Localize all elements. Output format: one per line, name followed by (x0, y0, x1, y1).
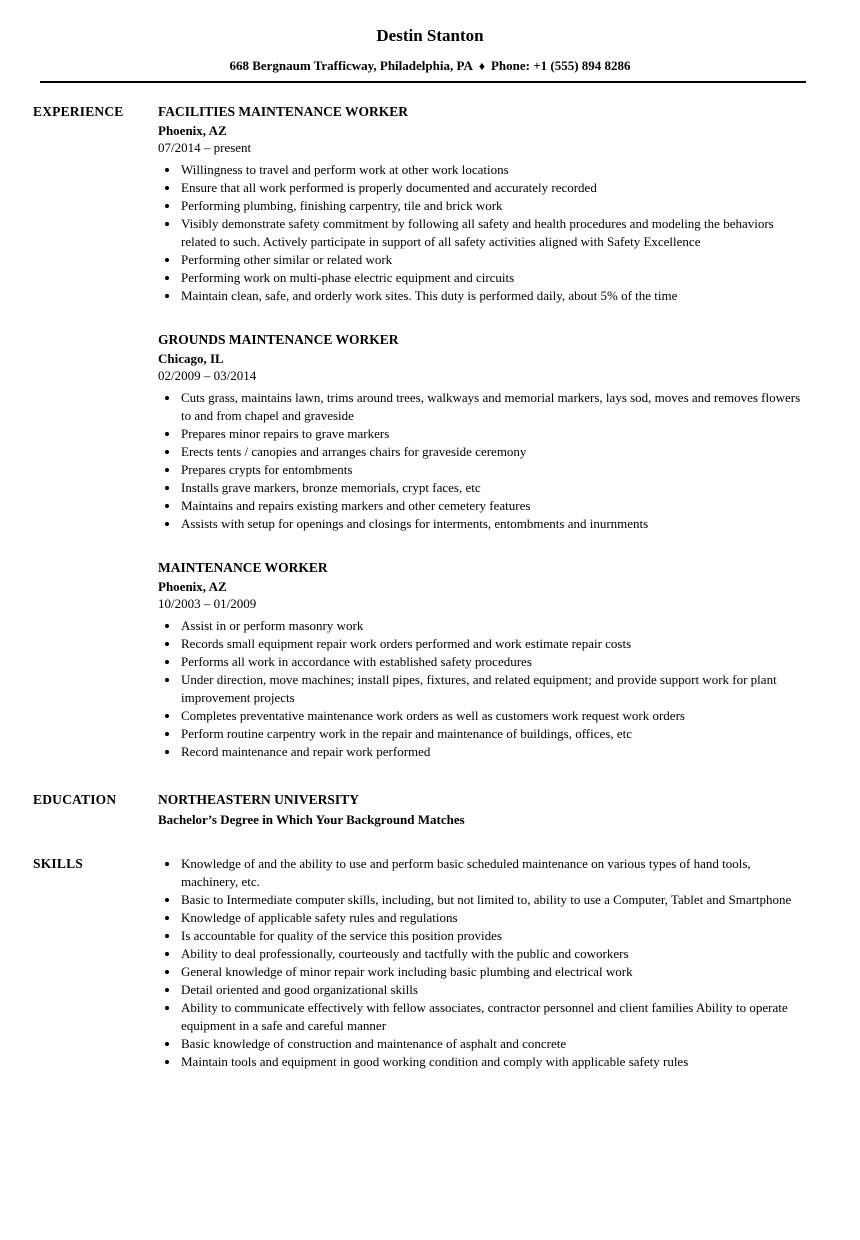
degree-name: Bachelor’s Degree in Which Your Background Matches (158, 812, 465, 827)
job-bullet-list (158, 617, 806, 761)
job-location: Chicago, IL (158, 351, 224, 366)
education-section (33, 791, 806, 829)
skills-content (158, 855, 806, 1071)
section-label-experience: EXPERIENCE (33, 104, 124, 119)
skill-bullet: • Knowledge of and the ability to use and perform basic scheduled maintenance on various types of hand tools, machinery, etc. (180, 855, 806, 891)
job-bullet: • Prepares crypts for entombments (180, 461, 806, 479)
job-bullet: • Under direction, move machines; install pipes, fixtures, and related equipment; and provide support work for plant improvement projects (180, 671, 806, 707)
job-bullet: • Performing plumbing, finishing carpentry, tile and brick work (180, 197, 806, 215)
education-content (158, 791, 806, 829)
job-entry-maintenance-worker (158, 559, 806, 761)
job-bullet: • Ensure that all work performed is properly documented and accurately recorded (180, 179, 806, 197)
job-title: FACILITIES MAINTENANCE WORKER (158, 104, 409, 119)
skill-bullet: • Is accountable for quality of the service this position provides (180, 927, 806, 945)
job-bullet: • Cuts grass, maintains lawn, trims around trees, walkways and memorial markers, lays sod, moves and removes flowers to and from chapel and graveside (180, 389, 806, 425)
job-location: Phoenix, AZ (158, 123, 227, 138)
job-bullet: • Visibly demonstrate safety commitment by following all safety and health procedures and modeling the behaviors related to such. Actively participate in support of all safety activities aligned with Safety Excellence (180, 215, 806, 251)
job-bullet: • Completes preventative maintenance work orders as well as customers work request work orders (180, 707, 806, 725)
resume-header (0, 26, 860, 83)
skills-section (33, 855, 806, 1071)
job-dates: 02/2009 – 03/2014 (158, 368, 257, 383)
section-label-skills: SKILLS (33, 856, 83, 871)
job-bullet: • Records small equipment repair work orders performed and work estimate repair costs (180, 635, 806, 653)
job-bullet: • Record maintenance and repair work performed (180, 743, 806, 761)
job-bullet: • Willingness to travel and perform work at other work locations (180, 161, 806, 179)
skills-bullet-list (158, 855, 806, 1071)
job-bullet: • Assists with setup for openings and closings for interments, entombments and inurnments (180, 515, 806, 533)
skill-bullet: • Maintain tools and equipment in good working condition and comply with applicable safety rules (180, 1053, 806, 1071)
contact-address: 668 Bergnaum Trafficway, Philadelphia, PA (229, 58, 473, 73)
job-entry-grounds-maintenance-worker (158, 331, 806, 533)
job-bullet: • Performs all work in accordance with established safety procedures (180, 653, 806, 671)
job-bullet: • Maintains and repairs existing markers and other cemetery features (180, 497, 806, 515)
section-label-education: EDUCATION (33, 792, 117, 807)
job-bullet-list (158, 389, 806, 533)
experience-section (33, 103, 806, 761)
job-location: Phoenix, AZ (158, 579, 227, 594)
job-title: MAINTENANCE WORKER (158, 560, 328, 575)
skill-bullet: • Basic knowledge of construction and maintenance of asphalt and concrete (180, 1035, 806, 1053)
job-dates: 10/2003 – 01/2009 (158, 596, 257, 611)
job-bullet: • Performing work on multi-phase electric equipment and circuits (180, 269, 806, 287)
job-bullet: • Perform routine carpentry work in the repair and maintenance of buildings, offices, etc (180, 725, 806, 743)
job-bullet: • Installs grave markers, bronze memorials, crypt faces, etc (180, 479, 806, 497)
job-bullet: • Prepares minor repairs to grave markers (180, 425, 806, 443)
skill-bullet: • Ability to communicate effectively with fellow associates, contractor personnel and client families Ability to operate equipment in a safe and careful manner (180, 999, 806, 1035)
job-bullet-list (158, 161, 806, 305)
job-bullet: • Maintain clean, safe, and orderly work sites. This duty is performed daily, about 5% of the time (180, 287, 806, 305)
contact-line (0, 58, 860, 74)
skill-bullet: • Knowledge of applicable safety rules and regulations (180, 909, 806, 927)
job-bullet: • Erects tents / canopies and arranges chairs for graveside ceremony (180, 443, 806, 461)
job-bullet: • Performing other similar or related work (180, 251, 806, 269)
job-dates: 07/2014 – present (158, 140, 252, 155)
job-title: GROUNDS MAINTENANCE WORKER (158, 332, 399, 347)
diamond-separator-icon: ♦ (478, 59, 485, 73)
experience-content (158, 103, 806, 761)
school-name: NORTHEASTERN UNIVERSITY (158, 792, 359, 807)
person-name: Destin Stanton (376, 26, 484, 45)
contact-phone: Phone: +1 (555) 894 8286 (490, 58, 631, 73)
job-bullet: • Assist in or perform masonry work (180, 617, 806, 635)
skill-bullet: • General knowledge of minor repair work including basic plumbing and electrical work (180, 963, 806, 981)
skill-bullet: • Basic to Intermediate computer skills, including, but not limited to, ability to use a Computer, Tablet and Smartphone (180, 891, 806, 909)
skill-bullet: • Detail oriented and good organizational skills (180, 981, 806, 999)
job-entry-facilities-maintenance-worker (158, 103, 806, 305)
skill-bullet: • Ability to deal professionally, courteously and tactfully with the public and coworkers (180, 945, 806, 963)
header-divider (40, 81, 806, 83)
